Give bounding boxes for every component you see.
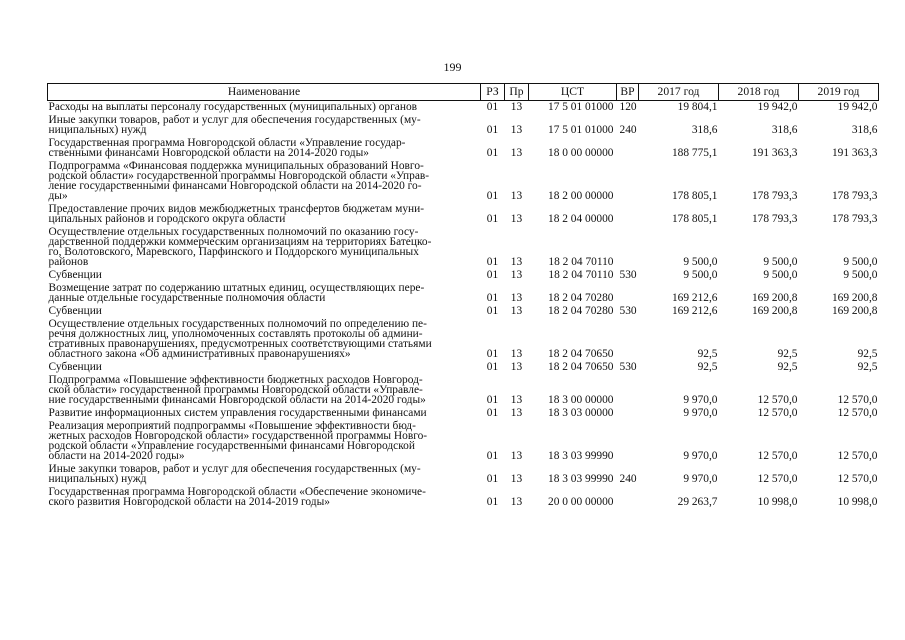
cell-name xyxy=(48,420,481,463)
cell-cst: 18 2 04 70110 xyxy=(548,256,614,268)
cell-cst: 20 0 00 00000 xyxy=(548,496,614,508)
cell-2017: 9 500,0 xyxy=(683,256,718,268)
cell-vr xyxy=(617,407,639,420)
cell-2018: 12 570,0 xyxy=(757,450,798,462)
cell-2017: 92,5 xyxy=(697,348,718,360)
cell-cst: 18 0 00 00000 xyxy=(548,147,614,159)
cell-vr: 240 xyxy=(619,473,637,485)
cell-name xyxy=(48,203,481,226)
cell-cst: 18 2 04 70650 xyxy=(548,361,614,373)
page-number: 199 xyxy=(443,60,462,74)
cell-2018: 178 793,3 xyxy=(751,213,798,225)
table-row xyxy=(48,407,879,420)
cell-cst: 18 2 04 70110 xyxy=(548,269,614,281)
table-body xyxy=(48,101,879,510)
cell-cst: 18 3 00 00000 xyxy=(548,394,614,406)
cell-2019: 191 363,3 xyxy=(831,147,878,159)
cell-name-line: ской области» государственной программы Новгородской области «Управле- xyxy=(48,384,423,396)
table-row xyxy=(48,269,879,282)
cell-2018: 169 200,8 xyxy=(751,292,798,304)
cell-pr: 13 xyxy=(510,256,523,268)
cell-rz: 01 xyxy=(486,496,499,508)
cell-name-line: данные отдельные государственные полномочия области xyxy=(48,292,326,304)
cell-rz: 01 xyxy=(486,348,499,360)
cell-2017: 9 500,0 xyxy=(683,269,718,281)
cell-rz: 01 xyxy=(486,256,499,268)
cell-pr: 13 xyxy=(510,213,523,225)
cell-2018: 12 570,0 xyxy=(757,407,798,419)
cell-rz: 01 xyxy=(486,292,499,304)
cell-name-line: Иные закупки товаров, работ и услуг для обеспечения государственных (му- xyxy=(48,463,421,475)
cell-rz: 01 xyxy=(486,361,499,373)
cell-name-line: Государственная программа Новгородской области «Управление государ- xyxy=(48,137,406,149)
cell-pr: 13 xyxy=(510,348,523,360)
cell-2017: 9 970,0 xyxy=(683,473,718,485)
cell-pr: 13 xyxy=(510,407,523,419)
cell-name xyxy=(48,282,481,305)
cell-name-line: Развитие информационных систем управления государственными финансами xyxy=(48,407,427,419)
cell-pr: 13 xyxy=(510,101,523,113)
cell-pr: 13 xyxy=(510,361,523,373)
cell-2018: 19 942,0 xyxy=(757,101,798,113)
table-row xyxy=(48,463,879,486)
cell-name-line: ление государственными финансами Новгородской области на 2014-2020 го- xyxy=(48,180,422,192)
cell-2019: 12 570,0 xyxy=(837,407,878,419)
header-cst: ЦСТ xyxy=(529,84,617,101)
cell-2017: 318,6 xyxy=(691,124,718,136)
cell-name-line: Подпрограмма «Повышение эффективности бюджетных расходов Новгород- xyxy=(48,374,423,386)
cell-2018: 92,5 xyxy=(777,361,798,373)
cell-name-line: Реализация мероприятий подпрограммы «Повышение эффективности бюд- xyxy=(48,420,416,432)
cell-2019: 12 570,0 xyxy=(837,394,878,406)
cell-2017: 178 805,1 xyxy=(671,190,718,202)
cell-pr: 13 xyxy=(510,190,523,202)
cell-2017: 188 775,1 xyxy=(671,147,718,159)
cell-rz: 01 xyxy=(486,305,499,317)
cell-name xyxy=(48,160,481,203)
cell-2019: 178 793,3 xyxy=(831,190,878,202)
cell-name-line: Иные закупки товаров, работ и услуг для обеспечения государственных (му- xyxy=(48,114,421,126)
cell-2018: 92,5 xyxy=(777,348,798,360)
cell-name xyxy=(48,305,481,318)
cell-cst: 18 2 04 70280 xyxy=(548,305,614,317)
cell-vr: 120 xyxy=(619,101,637,113)
cell-2017: 9 970,0 xyxy=(683,394,718,406)
cell-2017: 9 970,0 xyxy=(683,407,718,419)
cell-2018: 10 998,0 xyxy=(757,496,798,508)
cell-name xyxy=(48,226,481,269)
table-row xyxy=(48,361,879,374)
table-row xyxy=(48,420,879,463)
cell-rz: 01 xyxy=(486,147,499,159)
cell-name-line: родской области «Управление государственными финансами Новгородской xyxy=(48,440,415,452)
cell-vr xyxy=(617,318,639,361)
cell-name-line: дарственной поддержки коммерческим организациям на территориях Батецко- xyxy=(48,236,432,248)
cell-name-line: районов xyxy=(48,256,89,268)
cell-vr xyxy=(617,486,639,509)
cell-2019: 169 200,8 xyxy=(831,292,878,304)
cell-pr: 13 xyxy=(510,473,523,485)
cell-cst: 18 2 04 00000 xyxy=(548,213,614,225)
cell-2017: 169 212,6 xyxy=(671,305,718,317)
cell-name-line: жетных расходов Новгородской области» государственной программы Новго- xyxy=(48,430,428,442)
cell-2018: 12 570,0 xyxy=(757,473,798,485)
cell-2018: 178 793,3 xyxy=(751,190,798,202)
cell-rz: 01 xyxy=(486,190,499,202)
table-row xyxy=(48,318,879,361)
cell-2019: 12 570,0 xyxy=(837,450,878,462)
cell-2018: 12 570,0 xyxy=(757,394,798,406)
cell-2017: 178 805,1 xyxy=(671,213,718,225)
cell-name-line: области на 2014-2020 годы» xyxy=(48,450,185,462)
cell-2019: 92,5 xyxy=(857,361,878,373)
table-row xyxy=(48,226,879,269)
cell-name-line: Предоставление прочих видов межбюджетных трансфертов бюджетам муни- xyxy=(48,203,424,215)
cell-2019: 178 793,3 xyxy=(831,213,878,225)
cell-cst: 18 2 00 00000 xyxy=(548,190,614,202)
cell-name-line: ципальных районов и городского округа области xyxy=(48,213,286,225)
cell-rz: 01 xyxy=(486,269,499,281)
cell-name-line: речня должностных лиц, уполномоченных составлять протоколы об админи- xyxy=(48,328,423,340)
cell-pr: 13 xyxy=(510,124,523,136)
cell-name-line: ниципальных) нужд xyxy=(48,473,147,485)
cell-rz: 01 xyxy=(486,450,499,462)
cell-2018: 318,6 xyxy=(771,124,798,136)
cell-name-line: Субвенции xyxy=(48,361,102,373)
cell-vr xyxy=(617,282,639,305)
cell-2019: 10 998,0 xyxy=(837,496,878,508)
cell-name-line: стративных правонарушениях, предусмотренных соответствующими статьями xyxy=(48,338,432,350)
header-2019: 2019 год xyxy=(799,84,879,101)
cell-name xyxy=(48,269,481,282)
cell-name xyxy=(48,361,481,374)
cell-2019: 92,5 xyxy=(857,348,878,360)
cell-cst: 17 5 01 01000 xyxy=(548,124,614,136)
cell-pr: 13 xyxy=(510,496,523,508)
cell-2019: 169 200,8 xyxy=(831,305,878,317)
cell-2017: 169 212,6 xyxy=(671,292,718,304)
cell-name-line: ние государственными финансами Новгородской области на 2014-2020 годы» xyxy=(48,394,426,406)
cell-2019: 9 500,0 xyxy=(843,269,878,281)
table-row xyxy=(48,374,879,407)
cell-name-line: ского развития Новгородской области на 2014-2019 годы» xyxy=(48,496,330,508)
cell-pr: 13 xyxy=(510,305,523,317)
table-row xyxy=(48,137,879,160)
cell-vr xyxy=(617,226,639,269)
header-name: Наименование xyxy=(48,84,481,101)
cell-cst: 17 5 01 01000 xyxy=(548,101,614,113)
cell-name xyxy=(48,463,481,486)
cell-name-line: Подпрограмма «Финансовая поддержка муниципальных образований Новго- xyxy=(48,160,424,172)
cell-vr xyxy=(617,374,639,407)
table-row xyxy=(48,203,879,226)
cell-name-line: Государственная программа Новгородской области «Обеспечение экономиче- xyxy=(48,486,426,498)
header-2018: 2018 год xyxy=(719,84,799,101)
cell-name-line: областного закона «Об административных правонарушениях» xyxy=(48,348,351,360)
cell-pr: 13 xyxy=(510,292,523,304)
cell-rz: 01 xyxy=(486,394,499,406)
cell-name xyxy=(48,407,481,420)
table-row xyxy=(48,305,879,318)
cell-name-line: Расходы на выплаты персоналу государственных (муниципальных) органов xyxy=(48,101,418,113)
table-row xyxy=(48,114,879,137)
cell-rz: 01 xyxy=(486,213,499,225)
cell-2018: 9 500,0 xyxy=(763,269,798,281)
table-row xyxy=(48,486,879,509)
cell-name-line: ды» xyxy=(48,190,68,202)
cell-rz: 01 xyxy=(486,124,499,136)
cell-name-line: Осуществление отдельных государственных полномочий по оказанию госу- xyxy=(48,226,419,238)
cell-pr: 13 xyxy=(510,394,523,406)
header-2017: 2017 год xyxy=(639,84,719,101)
cell-name-line: Осуществление отдельных государственных полномочий по определению пе- xyxy=(48,318,427,330)
cell-name xyxy=(48,114,481,137)
table-header-row xyxy=(48,84,879,101)
cell-2019: 9 500,0 xyxy=(843,256,878,268)
cell-vr xyxy=(617,160,639,203)
table-row xyxy=(48,282,879,305)
cell-vr xyxy=(617,137,639,160)
cell-cst: 18 2 04 70280 xyxy=(548,292,614,304)
cell-name xyxy=(48,101,481,115)
cell-cst: 18 3 03 99990 xyxy=(548,450,614,462)
cell-2019: 12 570,0 xyxy=(837,473,878,485)
cell-name-line: го, Волотовского, Маревского, Парфинского и Поддорского муниципальных xyxy=(48,246,419,258)
cell-2018: 169 200,8 xyxy=(751,305,798,317)
cell-rz: 01 xyxy=(486,407,499,419)
cell-2017: 9 970,0 xyxy=(683,450,718,462)
cell-pr: 13 xyxy=(510,450,523,462)
cell-name xyxy=(48,374,481,407)
cell-vr: 530 xyxy=(619,361,637,373)
cell-vr xyxy=(617,420,639,463)
header-rz: РЗ xyxy=(481,84,505,101)
cell-2019: 19 942,0 xyxy=(837,101,878,113)
cell-2017: 19 804,1 xyxy=(677,101,718,113)
cell-cst: 18 2 04 70650 xyxy=(548,348,614,360)
cell-pr: 13 xyxy=(510,269,523,281)
cell-name xyxy=(48,318,481,361)
cell-name-line: ниципальных) нужд xyxy=(48,124,147,136)
cell-2017: 29 263,7 xyxy=(677,496,718,508)
cell-name-line: родской области» государственной программы Новгородской области «Управ- xyxy=(48,170,430,182)
cell-2018: 191 363,3 xyxy=(751,147,798,159)
cell-name-line: ственными финансами Новгородской области на 2014-2020 годы» xyxy=(48,147,369,159)
cell-pr: 13 xyxy=(510,147,523,159)
header-vr: ВР xyxy=(617,84,639,101)
table-row xyxy=(48,160,879,203)
cell-rz: 01 xyxy=(486,473,499,485)
cell-name-line: Субвенции xyxy=(48,305,102,317)
cell-vr: 240 xyxy=(619,124,637,136)
cell-vr xyxy=(617,203,639,226)
cell-vr: 530 xyxy=(619,305,637,317)
cell-2018: 9 500,0 xyxy=(763,256,798,268)
budget-table xyxy=(47,83,879,509)
cell-2019: 318,6 xyxy=(851,124,878,136)
cell-vr: 530 xyxy=(619,269,637,281)
cell-name-line: Субвенции xyxy=(48,269,102,281)
cell-name xyxy=(48,486,481,509)
cell-2017: 92,5 xyxy=(697,361,718,373)
cell-cst: 18 3 03 99990 xyxy=(548,473,614,485)
cell-rz: 01 xyxy=(486,101,499,113)
table-row xyxy=(48,101,879,115)
cell-cst: 18 3 03 00000 xyxy=(548,407,614,419)
header-pr: Пр xyxy=(505,84,529,101)
cell-name-line: Возмещение затрат по содержанию штатных единиц, осуществляющих пере- xyxy=(48,282,425,294)
cell-name xyxy=(48,137,481,160)
